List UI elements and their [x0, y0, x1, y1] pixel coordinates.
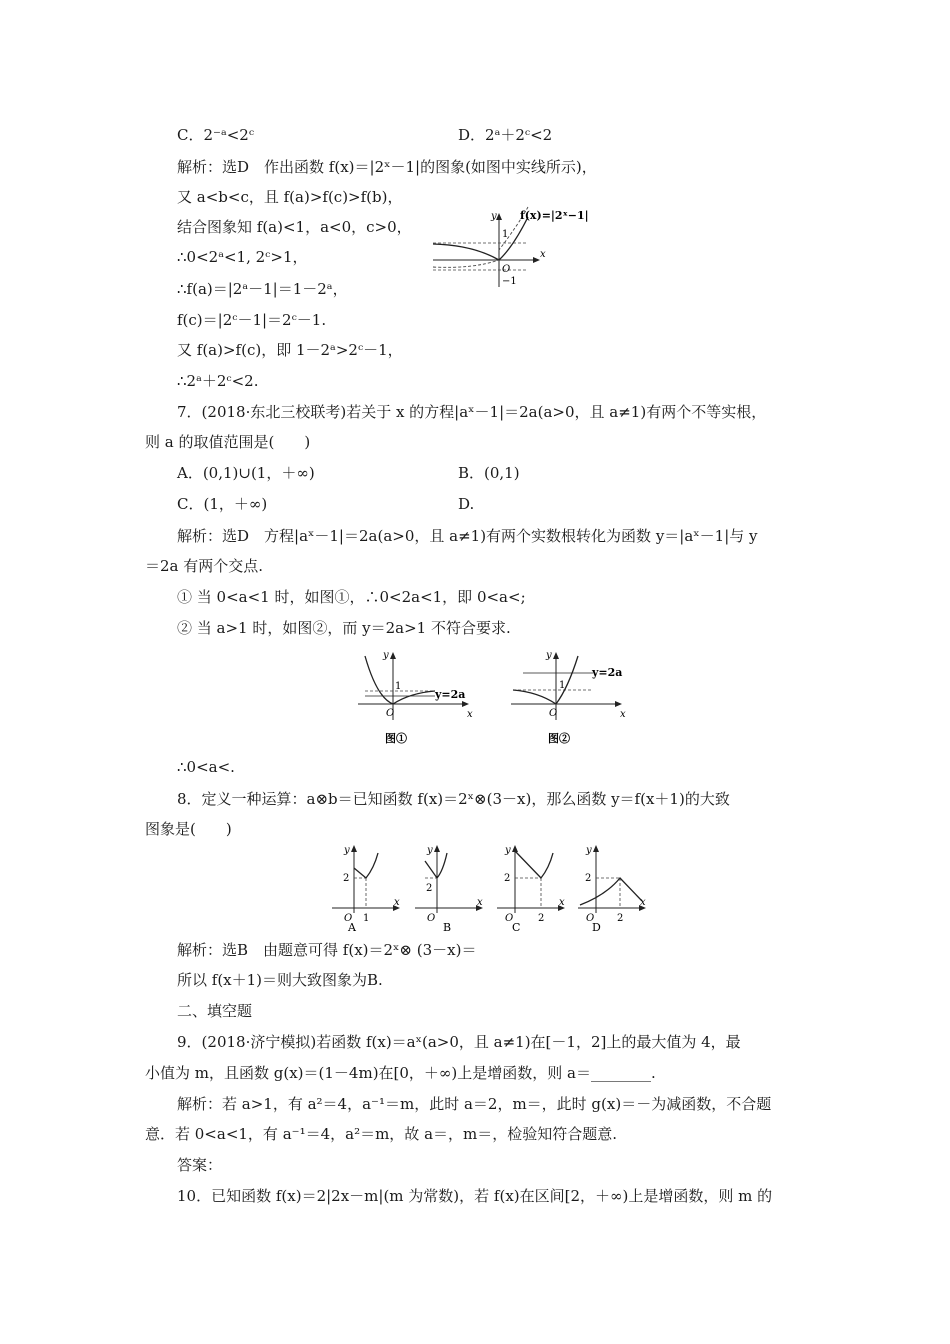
q6-figure-tick-neg1: −1 [502, 276, 517, 287]
q7-fig2-caption: 图② [548, 732, 570, 745]
q8-graph-d-x-label: x [640, 897, 646, 908]
q8-graph-c-origin: O [505, 913, 514, 924]
q7-option-a: A．(0,1)∪(1，＋∞) [177, 464, 315, 482]
q9-solution-line-2: 意．若 0<a<1，有 a⁻¹＝4，a²＝m，故 a＝，m＝，检验知符合题意. [145, 1125, 618, 1143]
q7-stem-line-2: 则 a 的取值范围是( ) [145, 433, 311, 451]
q8-graph-b-origin: O [427, 913, 436, 924]
q6-figure-label: f(x)=|2ˣ−1| [520, 209, 589, 222]
q8-solution-line-2: 所以 f(x＋1)＝则大致图象为B. [177, 971, 383, 989]
q7-stem-line-1: 7．(2018·东北三校联考)若关于 x 的方程|aˣ－1|＝2a(a>0，且 a≠1)有两个不等实根， [177, 403, 767, 421]
q8-stem-line-2: 图象是( ) [145, 820, 232, 838]
q6-solution-line-3: 结合图象知 f(a)<1，a<0，c>0， [177, 218, 412, 236]
q7-fig2-x-label: x [620, 709, 626, 720]
q7-fig2-tick-1: 1 [559, 680, 566, 691]
q8-graph-c-tick-x: 2 [538, 913, 545, 924]
q8-graph-b-letter: B [443, 921, 452, 934]
q6-figure-abs-exponential [428, 205, 589, 290]
q6-solution-line-2: 又 a<b<c，且 f(a)>f(c)>f(b)， [177, 188, 403, 206]
q8-graph-a-tick-x: 1 [363, 913, 370, 924]
q8-graph-c [495, 843, 575, 933]
q7-case-1: ① 当 0<a<1 时，如图①，∴0<2a<1，即 0<a<; [177, 588, 526, 606]
q7-figure-1 [355, 648, 475, 748]
q7-fig1-tick-1: 1 [395, 681, 402, 692]
q7-option-d: D. [458, 495, 475, 513]
q7-solution-line-1: 解析：选D 方程|aˣ－1|＝2a(a>0，且 a≠1)有两个实数根转化为函数 y＝|aˣ－1|与 y [177, 527, 758, 545]
q6-solution-line-6: f(c)＝|2ᶜ－1|＝2ᶜ－1. [177, 311, 327, 329]
q8-graph-d-tick-x: 2 [617, 913, 624, 924]
q6-solution-line-7: 又 f(a)>f(c)，即 1－2ᵃ>2ᶜ－1， [177, 341, 403, 359]
q8-graph-c-x-label: x [559, 897, 565, 908]
q6-solution-line-1: 解析：选D 作出函数 f(x)＝|2ˣ－1|的图象(如图中实线所示)， [177, 158, 597, 176]
q7-case-2: ② 当 a>1 时，如图②，而 y＝2a>1 不符合要求. [177, 619, 511, 637]
q7-fig2-y-label: y [546, 650, 552, 661]
q9-answer: 答案： [177, 1156, 223, 1174]
q7-fig1-y-label: y [383, 650, 389, 661]
q6-solution-line-4: ∴0<2ᵃ<1, 2ᶜ>1， [177, 248, 308, 266]
q8-graph-a-tick-2: 2 [343, 873, 350, 884]
q10-stem-line-1: 10．已知函数 f(x)＝2|2x－m|(m 为常数)，若 f(x)在区间[2，＋∞)上是增函数，则 m 的 [177, 1187, 773, 1205]
q8-graph-c-letter: C [512, 921, 521, 934]
q8-graph-d-tick-2: 2 [585, 873, 592, 884]
q8-solution-line-1: 解析：选B 由题意可得 f(x)＝2ˣ⊗ (3－x)＝ [177, 941, 477, 959]
q8-stem-line-1: 8．定义一种运算：a⊗b＝已知函数 f(x)＝2ˣ⊗(3－x)，那么函数 y＝f(x＋1)的大致 [177, 790, 730, 808]
q8-graph-c-tick-2: 2 [504, 873, 511, 884]
q7-fig1-origin: O [386, 708, 395, 719]
q8-graph-c-y-label: y [505, 845, 511, 856]
q9-stem-line-1: 9．(2018·济宁模拟)若函数 f(x)＝aˣ(a>0，且 a≠1)在[－1，2]上的最大值为 4，最 [177, 1033, 741, 1051]
q8-graph-a-letter: A [348, 921, 356, 934]
q7-solution-line-2: ＝2a 有两个交点. [145, 557, 264, 575]
q9-solution-line-1: 解析：若 a>1，有 a²＝4，a⁻¹＝m，此时 a＝2，m＝，此时 g(x)＝－为减函数，不合题 [177, 1095, 772, 1113]
q8-graph-b [413, 843, 493, 933]
q6-figure-tick-1: 1 [502, 229, 509, 240]
q8-graph-a [330, 843, 410, 933]
q6-solution-line-5: ∴f(a)＝|2ᵃ－1|＝1－2ᵃ， [177, 280, 348, 298]
q6-figure-x-label: x [540, 249, 546, 260]
q6-figure-origin: O [502, 264, 511, 275]
q8-graph-b-y-label: y [427, 845, 433, 856]
q8-graph-d-origin: O [586, 913, 595, 924]
q8-graph-d-y-label: y [586, 845, 592, 856]
q7-option-c: C．(1，＋∞) [177, 495, 268, 513]
q7-fig1-caption: 图① [385, 732, 407, 745]
q6-figure-y-label: y [491, 211, 497, 222]
q7-fig1-label: y=2a [435, 688, 466, 701]
q7-conclusion: ∴0<a<. [177, 758, 235, 776]
q7-fig1-x-label: x [467, 709, 473, 720]
q8-graph-d [576, 843, 656, 933]
q6-option-d: D．2ᵃ＋2ᶜ<2 [458, 126, 553, 144]
q8-graph-a-y-label: y [344, 845, 350, 856]
q8-graph-a-origin: O [344, 913, 353, 924]
q8-graph-b-tick-2: 2 [426, 883, 433, 894]
q8-graph-b-x-label: x [477, 897, 483, 908]
q7-option-b: B．(0,1) [458, 464, 520, 482]
q6-option-c: C．2⁻ᵃ<2ᶜ [177, 126, 255, 144]
q9-stem-line-2: 小值为 m，且函数 g(x)＝(1－4m)在[0，＋∞)上是增函数，则 a＝________. [145, 1064, 656, 1082]
q7-figure-2 [508, 648, 628, 748]
q7-fig2-origin: O [549, 708, 558, 719]
q8-graph-d-letter: D [592, 921, 601, 934]
section-title-fill-in: 二、填空题 [177, 1002, 253, 1020]
q8-graph-a-x-label: x [394, 897, 400, 908]
q7-fig2-label: y=2a [592, 666, 623, 679]
q6-solution-line-8: ∴2ᵃ＋2ᶜ<2. [177, 372, 259, 390]
